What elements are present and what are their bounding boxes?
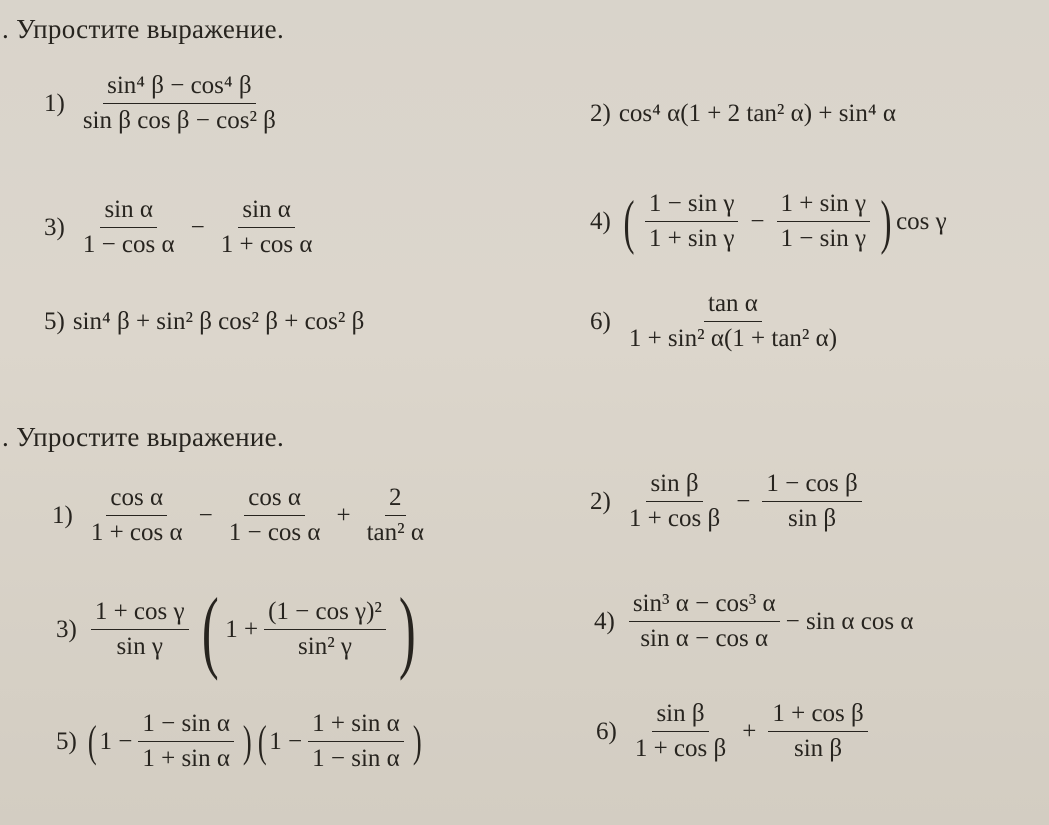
denominator: sin γ [116, 633, 163, 660]
item-number: 3) [44, 213, 65, 241]
fraction [768, 700, 867, 764]
fraction [762, 470, 861, 534]
numerator: 1 − sin γ [645, 190, 739, 222]
fraction [138, 710, 234, 774]
numerator: sin α [100, 196, 157, 228]
item-number: 2) [590, 487, 611, 515]
denominator: sin β cos β − cos² β [82, 106, 276, 134]
denominator: 1 − sin α [312, 744, 400, 772]
denominator: sin β [793, 734, 843, 762]
operator: − [198, 501, 213, 529]
denominator: 1 − cos α [82, 230, 175, 258]
numerator: 1 + cos γ [91, 598, 189, 630]
numerator: (1 − cos γ)² [264, 598, 386, 630]
s2-item-6 [596, 700, 874, 764]
s2-item-1 [52, 484, 434, 548]
denominator: 1 + cos α [220, 230, 313, 258]
denominator: 1 + cos β [628, 504, 721, 532]
s1-item-3 [44, 196, 323, 260]
item-number: 6) [590, 307, 611, 335]
operator: + [742, 717, 757, 745]
fraction [631, 700, 730, 764]
section1-heading: . Упростите выражение. [2, 14, 285, 44]
fraction [308, 710, 404, 774]
fraction [625, 470, 724, 534]
numerator: tan α [704, 290, 762, 322]
denominator: 1 − cos α [228, 518, 321, 546]
right-paren: ) [880, 188, 892, 255]
operator: − [736, 487, 751, 515]
left-paren: ( [201, 579, 219, 681]
fraction [645, 190, 739, 254]
item-number: 1) [44, 89, 65, 117]
expression-part: 1 + [225, 616, 259, 643]
numerator: sin³ α − cos³ α [629, 590, 780, 622]
fraction [363, 484, 428, 548]
s2-item-3 [56, 579, 423, 681]
fraction [217, 196, 317, 260]
s1-item-5 [44, 308, 364, 336]
right-paren: ) [412, 716, 422, 766]
denominator: sin β [787, 504, 837, 532]
item-number: 4) [594, 607, 615, 635]
denominator: 1 + cos β [634, 734, 727, 762]
expression-tail: − sin α cos α [785, 607, 914, 635]
expression-part: 1 − [269, 727, 303, 755]
numerator: sin α [238, 196, 295, 228]
fraction [225, 484, 325, 548]
right-paren: ) [398, 579, 416, 681]
fraction [629, 590, 780, 654]
denominator: 1 + cos α [90, 518, 183, 546]
expression-part: 1 − [99, 727, 133, 755]
right-paren: ) [242, 716, 252, 766]
item-number: 5) [44, 308, 65, 335]
item-number: 3) [56, 616, 77, 643]
expression-tail: cos γ [896, 207, 947, 235]
s2-item-2 [590, 470, 868, 534]
fraction [625, 290, 841, 354]
operator: − [750, 207, 765, 235]
fraction [777, 190, 871, 254]
fraction [87, 484, 187, 548]
denominator: 1 + sin α [142, 744, 230, 772]
denominator: 1 − sin γ [780, 224, 867, 252]
denominator: 1 + sin γ [648, 224, 735, 252]
numerator: 1 − cos β [762, 470, 861, 502]
fraction [79, 72, 280, 136]
left-paren: ( [87, 716, 97, 766]
denominator: sin² γ [298, 633, 352, 660]
item-number: 6) [596, 717, 617, 745]
left-paren: ( [623, 188, 635, 255]
numerator: sin β [652, 700, 708, 732]
s1-item-2 [590, 100, 896, 128]
operator: − [190, 213, 205, 241]
section2-heading: . Упростите выражение. [2, 422, 285, 452]
denominator: tan² α [366, 518, 424, 546]
numerator: cos α [244, 484, 305, 516]
s2-item-5 [56, 710, 424, 774]
s1-item-1 [44, 72, 286, 136]
left-paren: ( [257, 716, 267, 766]
numerator: cos α [106, 484, 167, 516]
numerator: 1 + cos β [768, 700, 867, 732]
numerator: sin β [646, 470, 702, 502]
s1-item-6 [590, 290, 847, 354]
numerator: 1 − sin α [138, 710, 234, 742]
item-number: 1) [52, 501, 73, 529]
expression: cos⁴ α(1 + 2 tan² α) + sin⁴ α [618, 100, 896, 127]
numerator: 2 [385, 484, 406, 516]
s2-item-4 [594, 590, 913, 654]
numerator: sin⁴ β − cos⁴ β [103, 72, 255, 104]
s1-item-4 [590, 190, 947, 254]
item-number: 5) [56, 727, 77, 755]
numerator: 1 + sin α [308, 710, 404, 742]
fraction [91, 598, 189, 662]
fraction [264, 598, 386, 662]
denominator: sin α − cos α [640, 624, 769, 652]
fraction [79, 196, 179, 260]
denominator: 1 + sin² α(1 + tan² α) [628, 324, 838, 352]
numerator: 1 + sin γ [777, 190, 871, 222]
operator: + [336, 501, 351, 529]
item-number: 2) [590, 100, 611, 127]
item-number: 4) [590, 207, 611, 235]
expression: sin⁴ β + sin² β cos² β + cos² β [72, 308, 365, 335]
